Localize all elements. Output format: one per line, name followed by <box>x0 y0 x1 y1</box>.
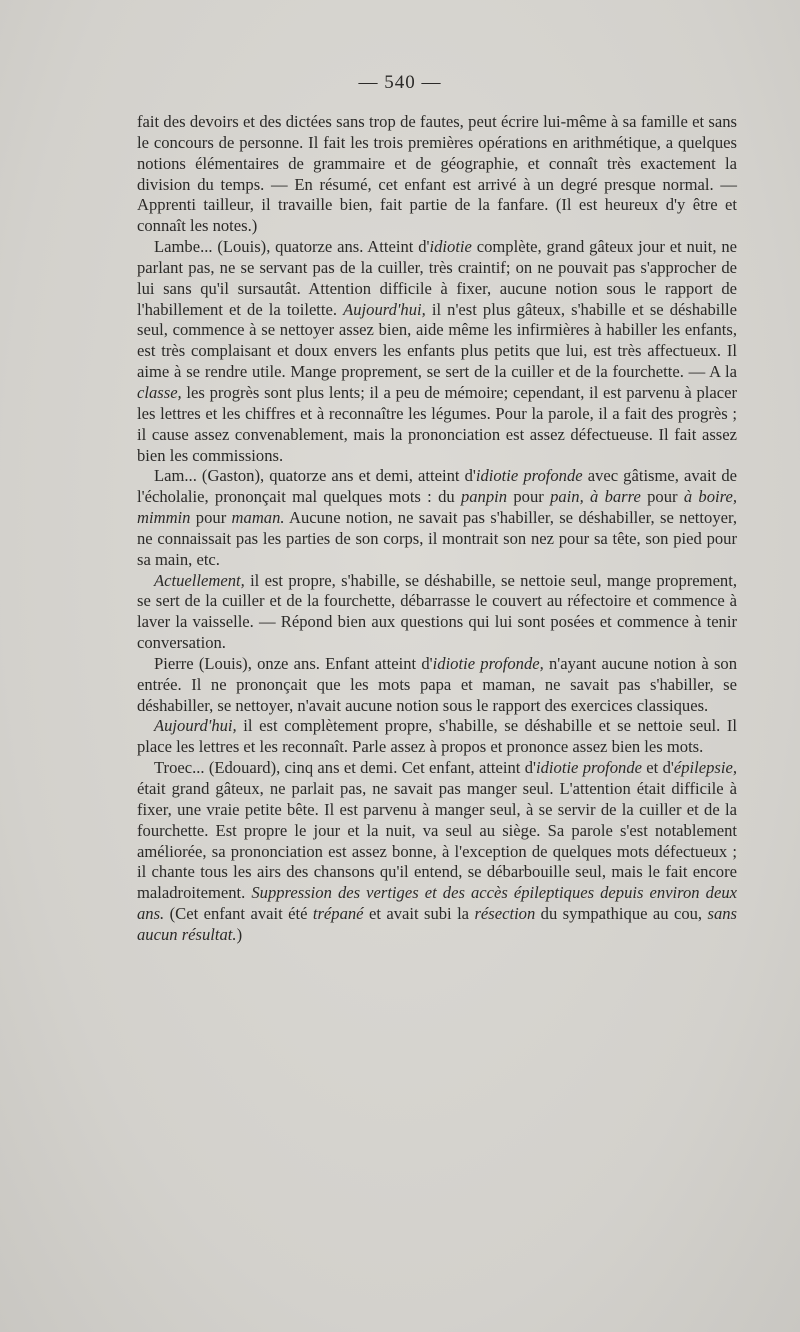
italic-text: trépané <box>312 904 364 924</box>
text-run: avec gâtisme, avait de l'écholalie, prononçait mal quelques mots : du <box>137 466 737 507</box>
italic-text: classe, <box>137 382 182 402</box>
text-run: Pierre (Louis), onze ans. Enfant atteint d' <box>154 653 433 673</box>
italic-text: pain, à barre <box>550 487 641 507</box>
text-run: il est propre, s'habille, se déshabille, se nettoie seul, mange proprement, se sert de la cuiller et de la fourchette, débarrasse le couvert au réfectoire et commence à laver la vaisselle. — Répond bien aux questions qui lui sont posées et commence à tenir conversation. <box>137 570 737 653</box>
text-run: du sympathique au cou, <box>535 904 708 924</box>
italic-text: Aujourd'hui, <box>154 716 237 736</box>
italic-text: idiotie profonde, <box>432 653 544 673</box>
italic-text: Actuellement, <box>154 570 245 590</box>
italic-text: idiotie <box>429 237 472 257</box>
text-run: complète, grand gâteux jour et nuit, ne parlant pas, ne se servant pas de la cuiller, très craintif; on ne pouvait pas s'approcher de lui sans qu'il sursautât. Attention difficile à fixer, aucune notion sous le rapport de l'habillement et de la toilette. <box>137 237 737 319</box>
text-run: Lam... (Gaston), quatorze ans et demi, atteint d' <box>154 466 476 486</box>
text-run: (Cet enfant avait été <box>164 904 313 924</box>
text-run: et d' <box>642 758 674 778</box>
text-run: il est complètement propre, s'habille, se déshabille et se nettoie seul. Il place les lettres et les reconnaît. Parle assez à propos et prononce assez bien les mots. <box>137 716 737 757</box>
italic-text: panpin <box>460 487 508 507</box>
text-run: pour <box>190 508 232 528</box>
italic-text: maman. <box>231 508 285 528</box>
italic-text: à boire, mimmin <box>137 487 737 528</box>
paragraph <box>137 466 737 570</box>
paragraph <box>137 237 737 466</box>
text-run: pour <box>640 487 684 507</box>
italic-text: épilepsie, <box>673 758 738 778</box>
paragraph <box>137 758 737 946</box>
text-run: pour <box>507 487 551 507</box>
text-run: Lambe... (Louis), quatorze ans. Atteint d' <box>154 237 430 257</box>
italic-text: idiotie profonde <box>475 466 583 486</box>
italic-text: Suppression des vertiges et des accès épileptiques depuis environ deux ans. <box>137 883 737 924</box>
paragraph <box>137 716 737 758</box>
italic-text: résection <box>474 904 536 924</box>
page-number: — 540 — <box>358 72 442 93</box>
text-run: était grand gâteux, ne parlait pas, ne savait pas manger seul. L'attention était difficile à fixer, une vraie petite bête. Il est parvenu à manger seul, à se servir de la cuiller et de la fourchette. Est propre le jour et la nuit, va seul au siège. Sa parole s'est notablement améliorée, sa prononciation est assez bonne, à l'exception de quelques mots défectueux ; il chante tous les airs des chansons qu'il entend, se débarbouille seul, mais le fait encore maladroitement. <box>137 779 737 903</box>
text-run: il n'est plus gâteux, s'habille et se déshabille seul, commence à se nettoyer assez bien, aide même les infirmières à habiller les enfants, est très complaisant et doux envers les enfants plus petits que lui, est très affectueux. Il aime à se rendre utile. Mange proprement, se sert de la cuiller et de la fourchette. — A la <box>137 299 737 382</box>
italic-text: idiotie profonde <box>536 758 643 778</box>
text-run: Aucune notion, ne savait pas s'habiller, se déshabiller, se nettoyer, ne connaissait pas les parties de son corps, il montrait son nez pour sa tête, son pied pour sa main, etc. <box>137 508 737 569</box>
italic-text: sans aucun résultat. <box>137 904 737 944</box>
italic-text: Aujourd'hui, <box>343 299 426 319</box>
text-run: et avait subi la <box>363 904 475 924</box>
text-run: ) <box>236 924 243 944</box>
text-run: Troec... (Edouard), cinq ans et demi. Cet enfant, atteint d' <box>154 758 537 778</box>
body-text <box>137 112 737 946</box>
text-run: n'ayant aucune notion à son entrée. Il ne prononçait que les mots papa et maman, ne savait pas s'habiller, se déshabiller, se nettoyer, n'avait aucune notion sous le rapport des exercices classiques. <box>137 653 737 715</box>
text-run: fait des devoirs et des dictées sans trop de fautes, peut écrire lui-même à sa famille et sans le concours de personne. Il fait les trois premières opérations en arithmétique, a quelques notions élémentaires de grammaire et de géographie, et connaît très exactement la division du temps. — En résumé, cet enfant est arrivé à un degré presque normal. — Apprenti tailleur, il travaille bien, fait partie de la fanfare. (Il est heureux d'y être et connaît les notes.) <box>137 112 737 236</box>
paragraph <box>137 571 737 654</box>
text-run: les progrès sont plus lents; il a peu de mémoire; cependant, il est parvenu à placer les lettres et les chiffres et à reconnaître les légumes. Pour la parole, il a fait des progrès ; il cause assez convenablement, mais la prononciation est assez défectueuse. Il fait assez bien les commissions. <box>137 382 737 465</box>
paragraph <box>137 654 737 717</box>
paragraph <box>137 112 737 237</box>
